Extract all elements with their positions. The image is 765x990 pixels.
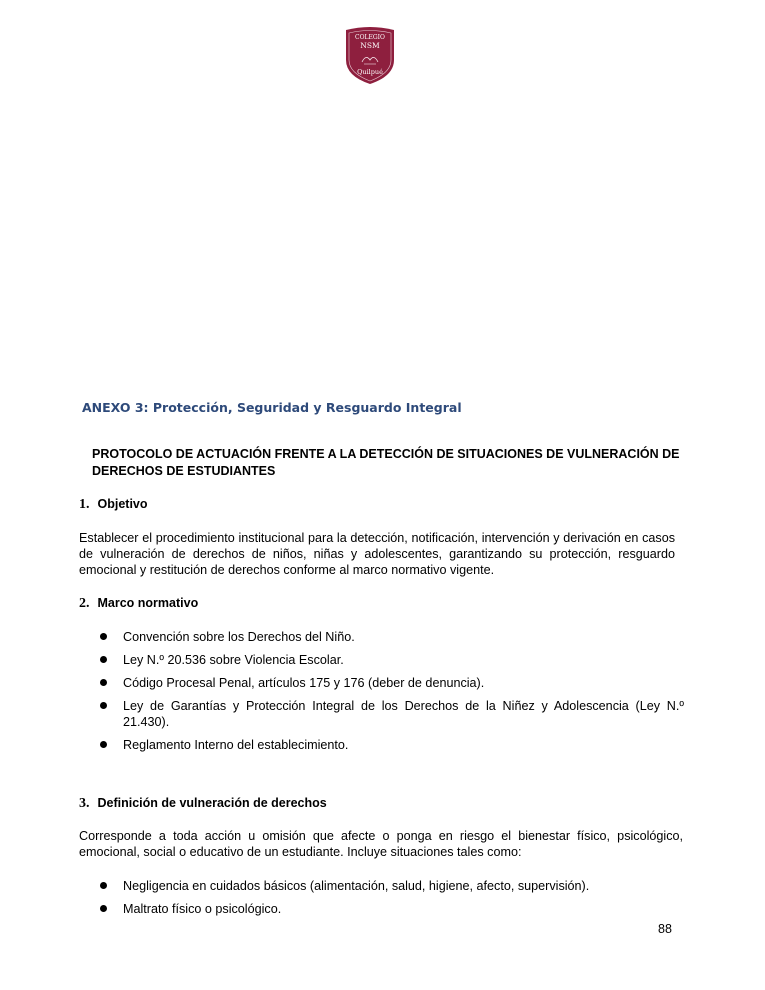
bullet-icon [100,702,107,709]
list-item: Ley de Garantías y Protección Integral de los Derechos de la Niñez y Adolescencia (Ley N.º 21.430). [100,698,684,730]
section-number: 2. [79,596,90,611]
bullet-icon [100,741,107,748]
section-title: Definición de vulneración de derechos [97,796,327,810]
protocol-title: PROTOCOLO DE ACTUACIÓN FRENTE A LA DETECCIÓN DE SITUACIONES DE VULNERACIÓN DE DERECHOS DE ESTUDIANTES [92,447,680,478]
section-heading-marco-normativo [79,596,198,612]
list-item: Código Procesal Penal, artículos 175 y 176 (deber de denuncia). [100,675,684,691]
logo-line1: COLEGIO [355,34,385,41]
page-number: 88 [658,922,672,936]
bullet-icon [100,882,107,889]
definicion-paragraph: Corresponde a toda acción u omisión que afecte o ponga en riesgo el bienestar físico, psicológico, emocional, social o educativo de un estudiante. Incluye situaciones tales como: [79,829,683,859]
section-heading-definicion [79,796,327,812]
list-item: Negligencia en cuidados básicos (alimentación, salud, higiene, afecto, supervisión). [100,878,684,894]
section-title: Marco normativo [97,596,199,610]
marco-normativo-list [100,629,684,760]
definicion-list [100,878,684,924]
school-crest-logo [340,26,400,86]
bullet-icon [100,633,107,640]
section-title: Objetivo [97,497,148,511]
objetivo-paragraph: Establecer el procedimiento institucional para la detección, notificación, intervención y derivación en casos de vulneración de derechos de niños, niñas y adolescentes, garantizando su protección, resguardo emocional y restitución de derechos conforme al marco normativo vigente. [79,531,675,577]
bullet-icon [100,905,107,912]
list-item: Reglamento Interno del establecimiento. [100,737,684,753]
logo-line3: Quilpué [357,68,383,76]
section-number: 1. [79,497,90,512]
section-heading-objetivo [79,497,148,513]
bullet-icon [100,656,107,663]
list-item: Maltrato físico o psicológico. [100,901,684,917]
section-number: 3. [79,796,90,811]
list-item: Ley N.º 20.536 sobre Violencia Escolar. [100,652,684,668]
bullet-icon [100,679,107,686]
logo-line2: NSM [360,41,380,50]
list-item: Convención sobre los Derechos del Niño. [100,629,684,645]
annex-title: ANEXO 3: Protección, Seguridad y Resguardo Integral [82,400,462,415]
